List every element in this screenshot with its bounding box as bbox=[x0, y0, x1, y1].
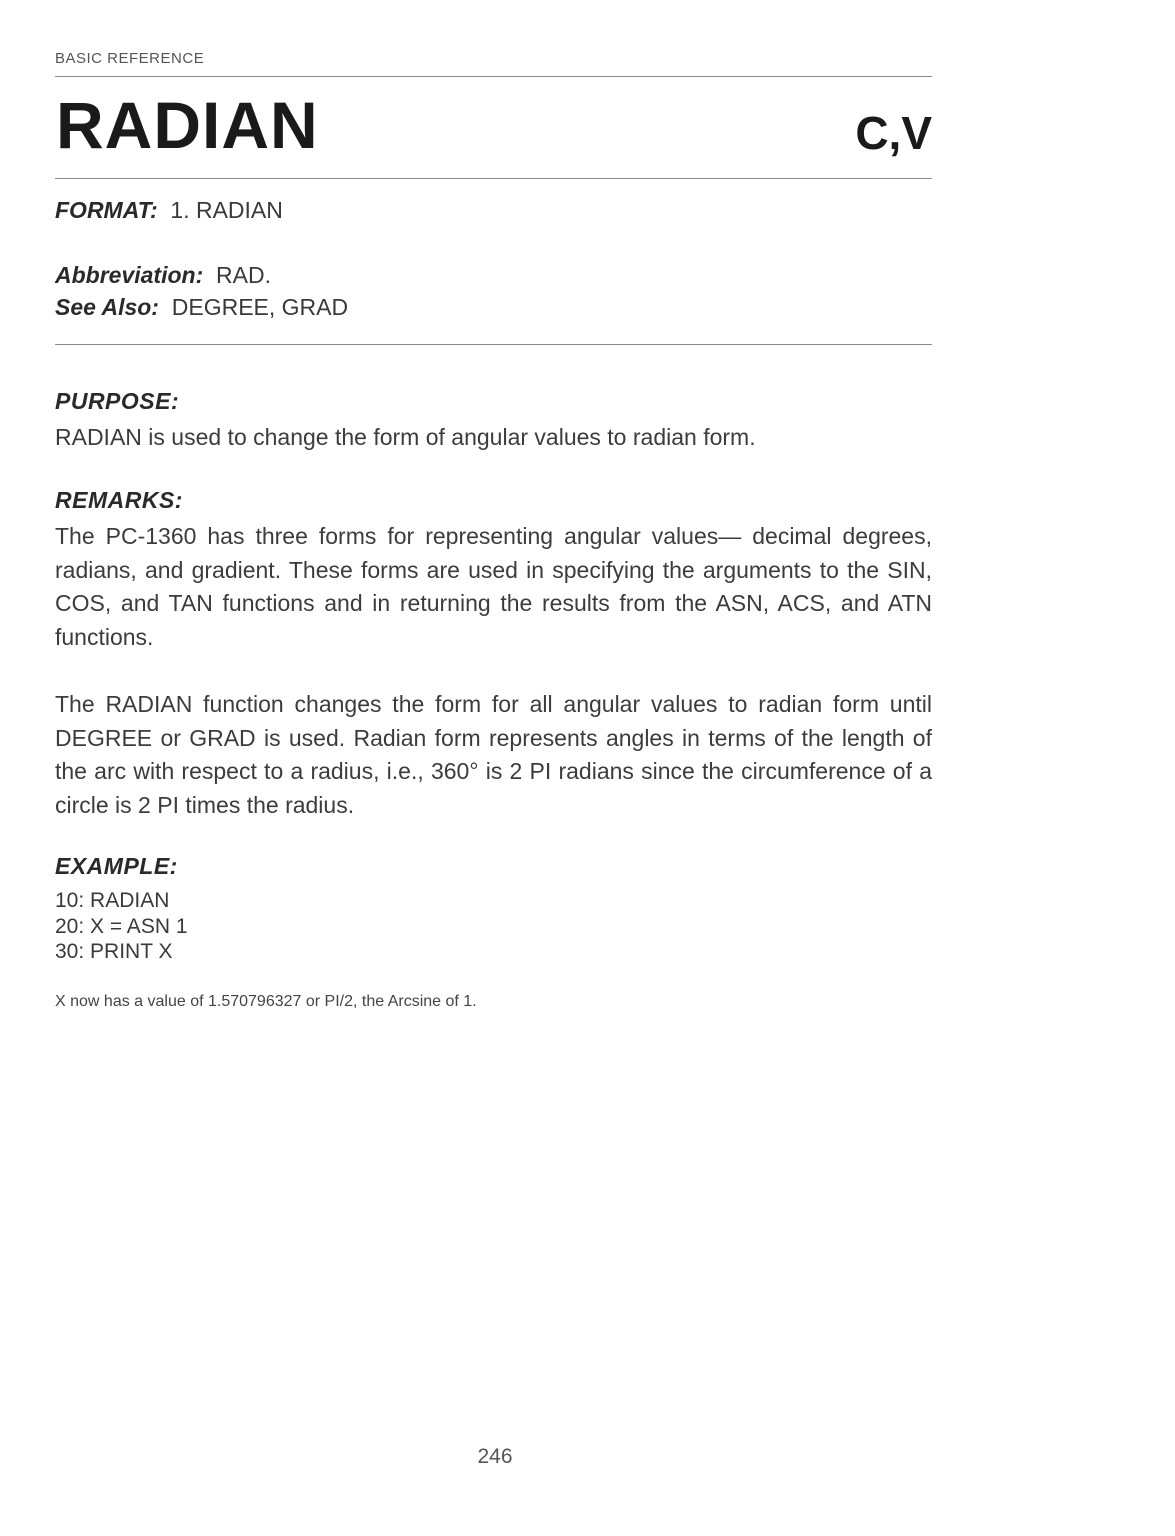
example-code bbox=[55, 888, 188, 965]
example-heading: EXAMPLE: bbox=[55, 853, 178, 879]
title-rule bbox=[55, 178, 932, 179]
purpose-text: RADIAN is used to change the form of angular values to radian form. bbox=[55, 424, 756, 450]
format-label: FORMAT: bbox=[55, 197, 158, 223]
example-note: X now has a value of 1.570796327 or PI/2, the Arcsine of 1. bbox=[55, 993, 477, 1010]
abbreviation-label: Abbreviation: bbox=[55, 262, 204, 288]
code-line: 10: RADIAN bbox=[55, 889, 170, 912]
command-title: RADIAN bbox=[56, 88, 319, 162]
abbreviation-value: RAD. bbox=[216, 262, 271, 288]
running-head: BASIC REFERENCE bbox=[55, 50, 205, 67]
header-rule bbox=[55, 76, 932, 77]
see-also-value: DEGREE, GRAD bbox=[171, 294, 349, 320]
fields-rule bbox=[55, 344, 932, 345]
see-also-field bbox=[55, 294, 348, 321]
abbreviation-field bbox=[55, 262, 271, 289]
code-line: 30: PRINT X bbox=[55, 940, 173, 963]
purpose-heading: PURPOSE: bbox=[55, 388, 180, 414]
mode-indicators: C,V bbox=[855, 107, 932, 159]
code-line: 20: X = ASN 1 bbox=[55, 914, 188, 938]
format-field bbox=[55, 197, 283, 224]
remarks-paragraph: The PC-1360 has three forms for representing angular values— decimal degrees, radians, and gradient. These forms are used in specifying the arguments to the SIN, COS, and TAN functions and in returning the results from the ASN, ACS, and ATN functions. bbox=[55, 523, 932, 650]
format-value: 1. RADIAN bbox=[170, 197, 283, 223]
see-also-label: See Also: bbox=[55, 294, 159, 320]
remarks-paragraph: The RADIAN function changes the form for all angular values to radian form until DEGREE or GRAD is used. Radian form represents angles in terms of the length of the arc with respect to a radius, i.e., 360° is 2 PI radians since the circumference of a circle is 2 PI times the radius. bbox=[55, 691, 932, 818]
page-number: 246 bbox=[477, 1445, 513, 1468]
remarks-heading: REMARKS: bbox=[55, 487, 183, 513]
